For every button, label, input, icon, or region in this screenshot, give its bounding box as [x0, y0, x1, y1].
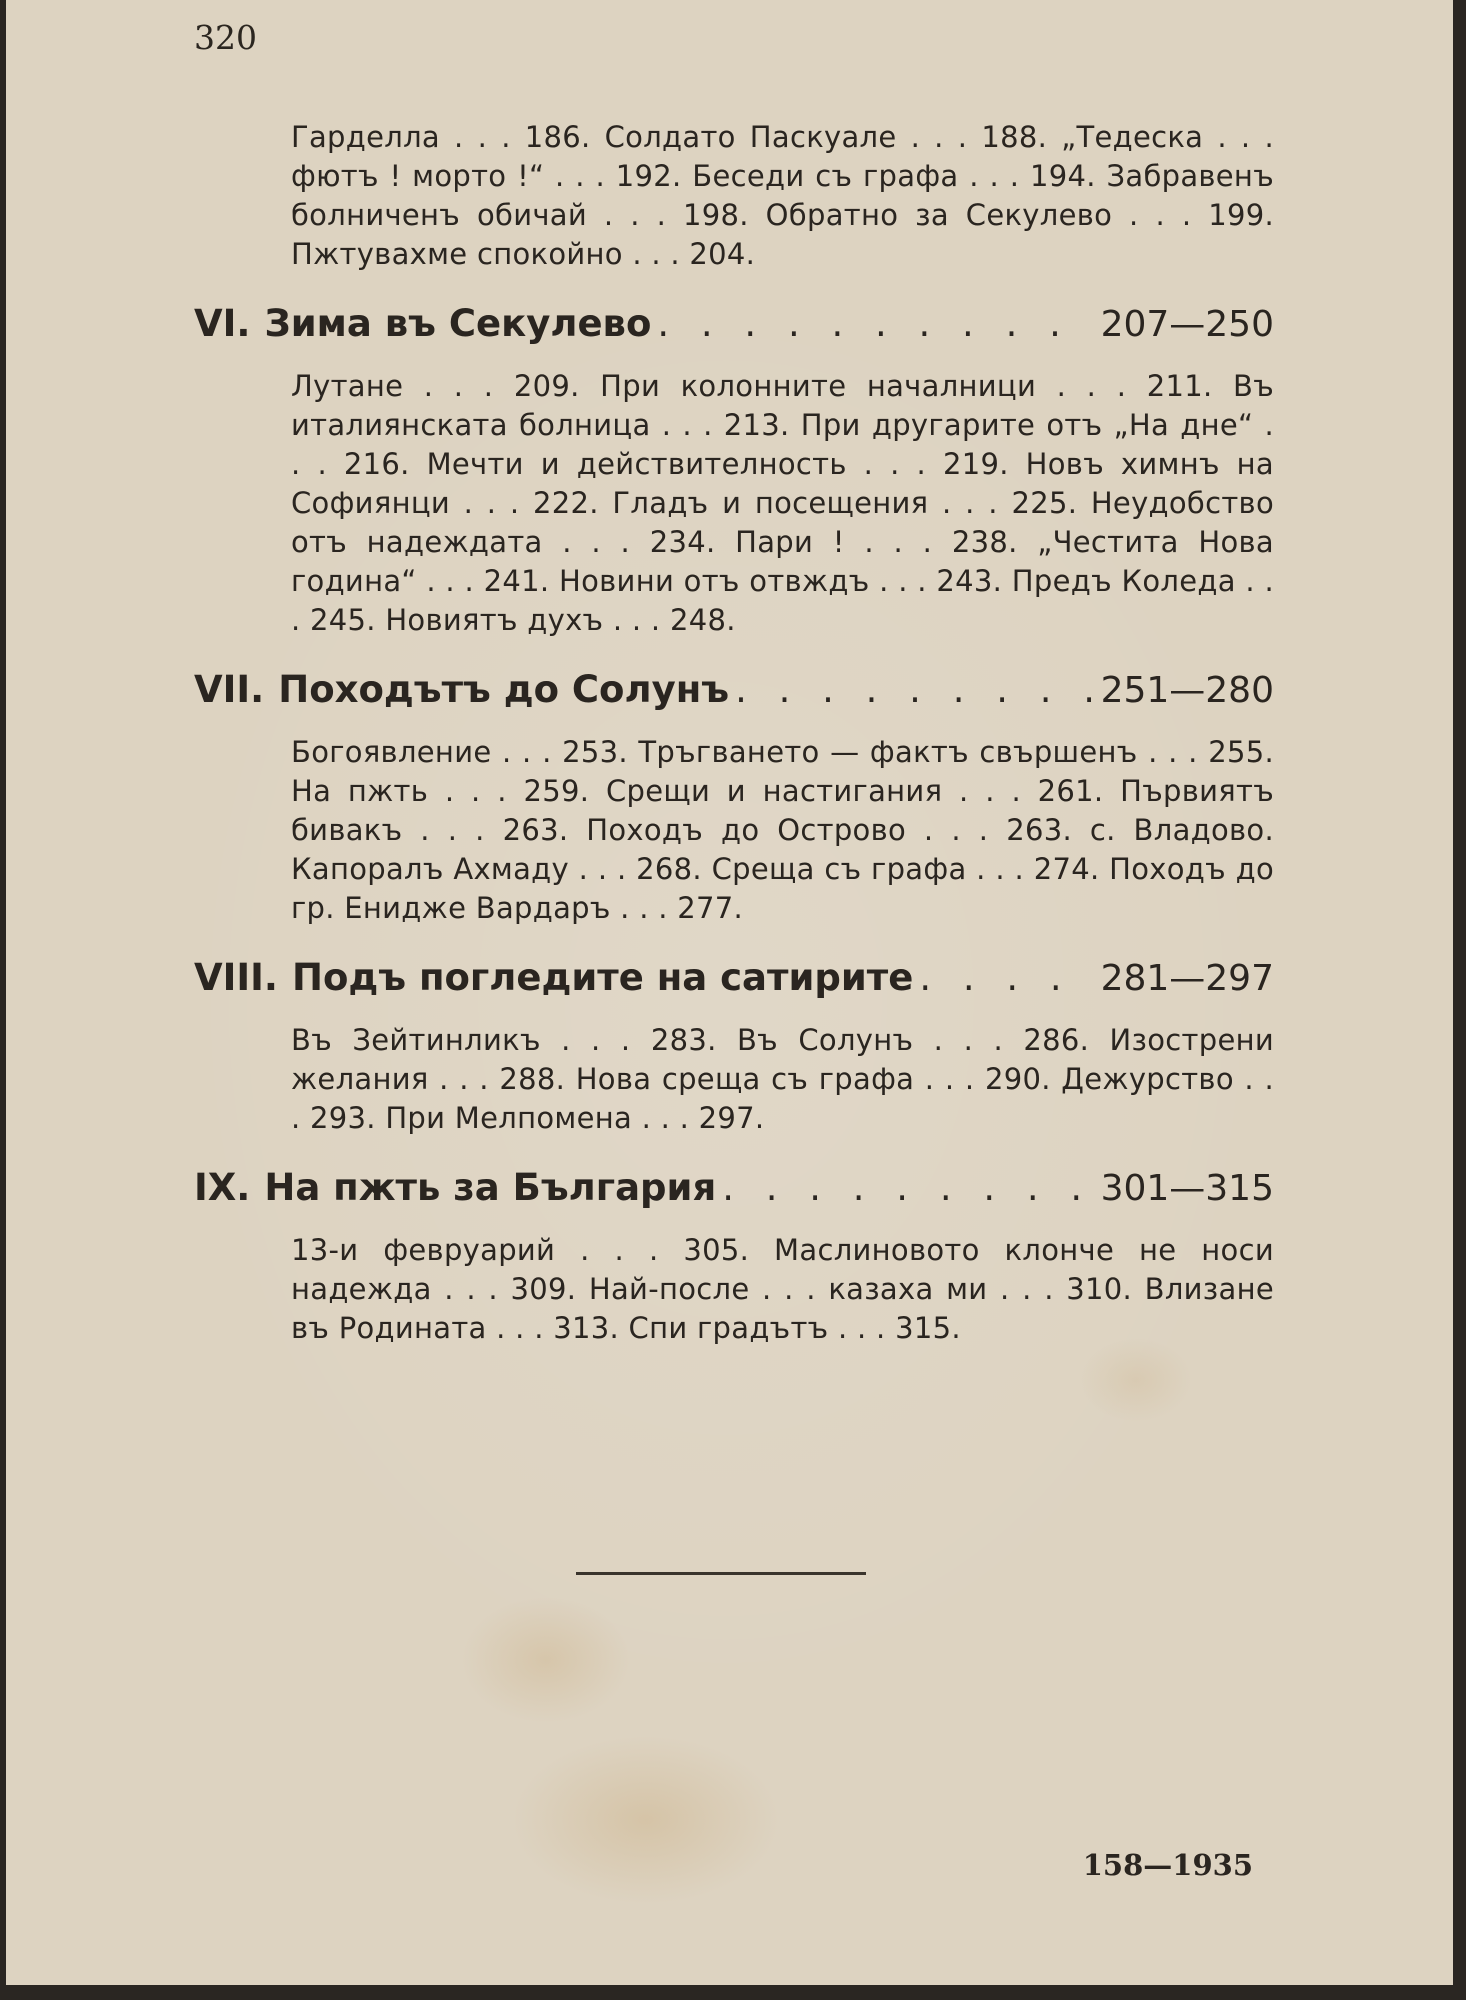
dot-leader: [735, 666, 1094, 714]
chapter-heading: [194, 1164, 1274, 1213]
table-of-contents: [194, 118, 1274, 1348]
intro-entries: Гарделла . . . 186. Солдато Паскуале . . . 188. „Тедеска . . . фютъ ! морто !“ . . . 192. Беседи съ графа . . . 194. Забравенъ болниченъ обичай . . . 198. Обратно за Секулево . . . 199. Пжтувахме спокойно . . . 204.: [291, 120, 1274, 271]
chapter-numeral: IX.: [194, 1166, 251, 1209]
chapter-entries: Лутане . . . 209. При колонните началници . . . 211. Въ италиянската болница . . . 213. При другарите отъ „На дне“ . . . 216. Мечти и действителность . . . 219. Новъ химнъ на Софиянци . . . 222. Гладъ и посещения . . . 225. Неудобство отъ надеждата . . . 234. Пари ! . . . 238. „Честита Нова година“ . . . 241. Новини отъ отвждъ . . . 243. Предъ Коледа . . . 245. Новиятъ духъ . . . 248.: [291, 369, 1274, 637]
page-number: 320: [194, 18, 257, 57]
chapter-page-range: 281—297: [1100, 958, 1274, 999]
chapter-entries: Богоявление . . . 253. Тръгването — фактъ свършенъ . . . 255. На пжть . . . 259. Срещи и настигания . . . 261. Първиятъ бивакъ . . . 263. Походъ до Острово . . . 263. с. Владово. Капоралъ Ахмаду . . . 268. Среща съ графа . . . 274. Походъ до гр. Енидже Вардаръ . . . 277.: [291, 735, 1274, 925]
chapter-numeral: VI.: [194, 302, 251, 345]
closing-rule: [576, 1572, 866, 1575]
chapter-8: [194, 954, 1274, 1138]
printer-signature: 158—1935: [1082, 1848, 1253, 1882]
chapter-title: Подъ погледите на сатирите: [292, 956, 914, 999]
dot-leader: [919, 954, 1094, 1002]
chapter-title: На пжть за България: [264, 1166, 717, 1209]
chapter-heading: [194, 300, 1274, 349]
chapter-heading: [194, 954, 1274, 1003]
chapter-title: Походътъ до Солунъ: [278, 668, 730, 711]
chapter-numeral: VIII.: [194, 956, 278, 999]
chapter-page-range: 207—250: [1100, 304, 1274, 345]
dot-leader: [722, 1164, 1094, 1212]
book-page: [6, 0, 1453, 1985]
chapter-6: [194, 300, 1274, 640]
chapter-9: [194, 1164, 1274, 1348]
chapter-page-range: 301—315: [1100, 1168, 1274, 1209]
dot-leader: [657, 300, 1094, 348]
chapter-numeral: VII.: [194, 668, 265, 711]
chapter-heading: [194, 666, 1274, 715]
chapter-page-range: 251—280: [1100, 670, 1274, 711]
chapter-entries: 13-и февруарий . . . 305. Маслиновото клонче не носи надежда . . . 309. Най-после . . . казаха ми . . . 310. Влизане въ Родината . . . 313. Спи градътъ . . . 315.: [291, 1233, 1274, 1345]
chapter-7: [194, 666, 1274, 928]
chapter-entries: Въ Зейтинликъ . . . 283. Въ Солунъ . . . 286. Изострени желания . . . 288. Нова среща съ графа . . . 290. Дежурство . . . 293. При Мелпомена . . . 297.: [291, 1023, 1274, 1135]
chapter-title: Зима въ Секулево: [264, 302, 652, 345]
